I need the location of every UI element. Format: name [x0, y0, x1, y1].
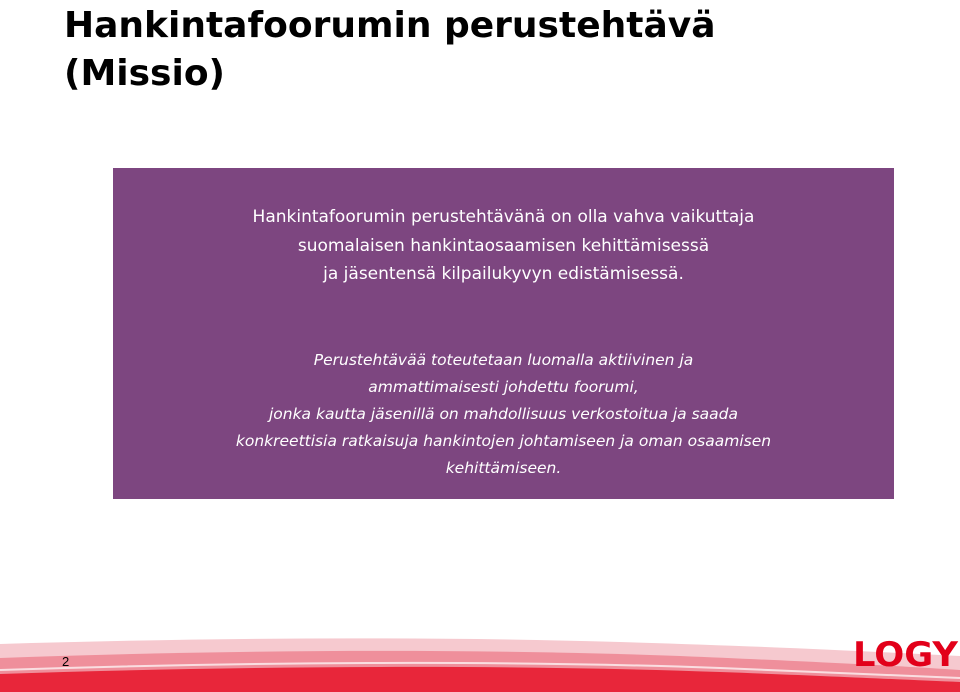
logy-logo [853, 633, 960, 673]
mission-detail-line: jonka kautta jäsenillä on mahdollisuus verkostoitua ja saada [268, 405, 739, 423]
mission-line: ja jäsentensä kilpailukyvyn edistämisessä. [323, 264, 684, 284]
logy-logo-mark [853, 633, 960, 673]
page-number: 2 [62, 654, 70, 669]
mission-detail-line: ammattimaisesti johdettu foorumi, [368, 378, 639, 396]
slide-title [64, 2, 944, 98]
mission-box [113, 168, 894, 499]
mission-detail [113, 347, 894, 482]
mission-detail-line: kehittämiseen. [445, 459, 562, 477]
mission-line: Hankintafoorumin perustehtävänä on olla vahva vaikuttaja [252, 207, 755, 227]
footer-wave-graphic [0, 634, 960, 692]
logo-text: LOGY [853, 635, 959, 673]
mission-line: suomalaisen hankintaosaamisen kehittämisessä [297, 235, 710, 256]
mission-detail-line: konkreettisia ratkaisuja hankintojen johtamiseen ja oman osaamisen [235, 432, 772, 450]
title-line-2: (Missio) [64, 53, 225, 94]
mission-statement [113, 203, 894, 289]
title-line-1: Hankintafoorumin perustehtävä [64, 5, 716, 46]
mission-detail-line: Perustehtävää toteutetaan luomalla aktiivinen ja [313, 351, 694, 369]
footer-band [0, 634, 960, 692]
